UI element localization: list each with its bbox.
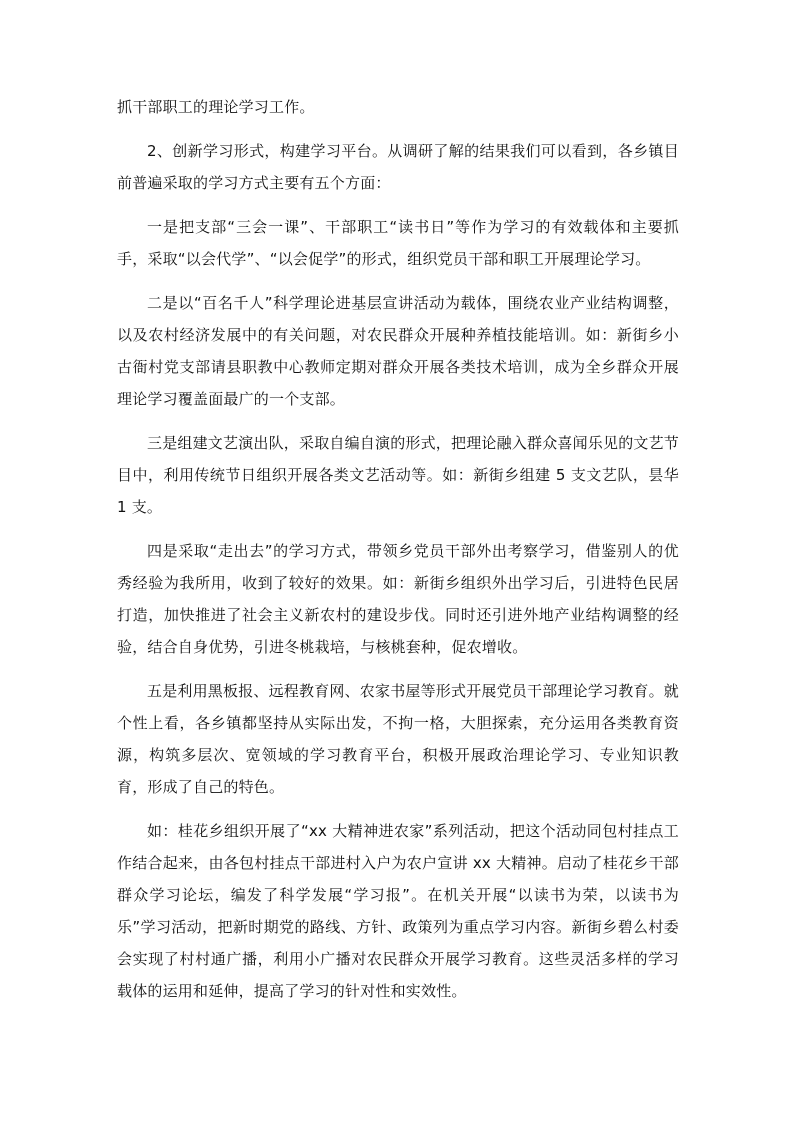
paragraph-method-four: 四是采取“走出去”的学习方式，带领乡党员干部外出考察学习，借鉴别人的优秀经验为我所用，收到了较好的效果。如：新街乡组织外出学习后，引进特色民居打造，加快推进了社会主义新农村的建设步伐。同时还引进外地产业结构调整的经验，结合自身优势，引进冬桃栽培，与核桃套种，促农增收。 — [117, 542, 679, 656]
paragraph-learning-forms: 2、创新学习形式，构建学习平台。从调研了解的结果我们可以看到，各乡镇目前普遍采取的学习方式主要有五个方面： — [117, 142, 679, 192]
paragraph-method-one: 一是把支部“三会一课”、干部职工“读书日”等作为学习的有效载体和主要抓手，采取“以会代学”、“以会促学”的形式，组织党员干部和职工开展理论学习。 — [117, 218, 679, 268]
document-body — [117, 91, 679, 1019]
paragraph-method-three: 三是组建文艺演出队，采取自编自演的形式，把理论融入群众喜闻乐见的文艺节目中，利用传统节日组织开展各类文艺活动等。如：新街乡组建 5 支文艺队，昙华 1 支。 — [117, 434, 680, 516]
paragraph-example: 如：桂花乡组织开展了“xx 大精神进农家”系列活动，把这个活动同包村挂点工作结合起来，由各包村挂点干部进村入户为农户宣讲 xx 大精神。启动了桂花乡干部群众学习论坛，编发了科学发展“学习报”。在机关开展“以读书为荣，以读书为乐”学习活动，把新时期党的路线、方针、政策列为重点学习内容。新街乡碧么村委会实现了村村通广播，利用小广播对农民群众开展学习教育。这些灵活多样的学习载体的运用和延伸，提高了学习的针对性和实效性。 — [117, 822, 679, 1000]
paragraph-method-five: 五是利用黑板报、远程教育网、农家书屋等形式开展党员干部理论学习教育。就个性上看，各乡镇都坚持从实际出发，不拘一格，大胆探索，充分运用各类教育资源，构筑多层次、宽领域的学习教育平台，积极开展政治理论学习、专业知识教育，形成了自己的特色。 — [117, 682, 680, 796]
paragraph-method-two: 二是以“百名千人”科学理论进基层宣讲活动为载体，围绕农业产业结构调整，以及农村经济发展中的有关问题，对农民群众开展种养植技能培训。如：新街乡小古衙村党支部请县职教中心教师定期对群众开展各类技术培训，成为全乡群众开展理论学习覆盖面最广的一个支部。 — [117, 294, 679, 408]
paragraph-intro: 抓干部职工的理论学习工作。 — [117, 98, 315, 116]
